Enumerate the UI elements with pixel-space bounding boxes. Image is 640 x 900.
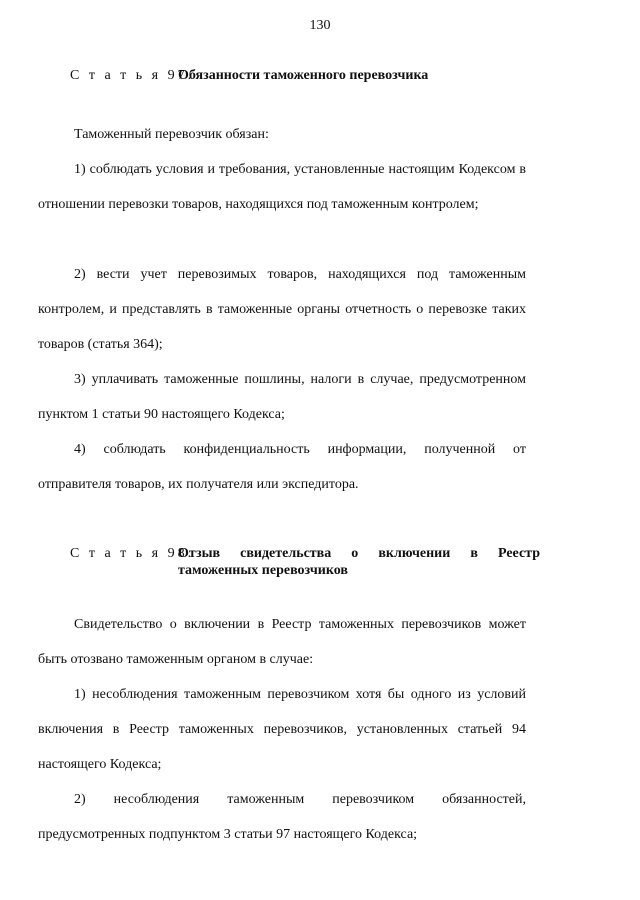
article-97-item-2: 2) вести учет перевозимых товаров, находящихся под таможенным контролем, и представлять в таможенные органы отчетность о перевозке таких товаров (статья 364); <box>38 267 526 352</box>
article-98-heading <box>70 545 540 579</box>
article-97-item-3: 3) уплачивать таможенные пошлины, налоги в случае, предусмотренном пунктом 1 статьи 90 настоящего Кодекса; <box>38 372 526 422</box>
article-97-heading <box>70 67 540 84</box>
article-97-intro: Таможенный перевозчик обязан: <box>74 127 269 142</box>
article-97-label: С т а т ь я 97. <box>70 68 195 83</box>
article-97-item-4: 4) соблюдать конфиденциальность информации, полученной от отправителя товаров, их получателя или экспедитора. <box>38 442 526 492</box>
article-98-intro: Свидетельство о включении в Реестр таможенных перевозчиков может быть отозвано таможенным органом в случае: <box>38 617 526 667</box>
page-number: 130 <box>309 18 331 33</box>
article-98-label: С т а т ь я 98. <box>70 546 195 561</box>
article-98-item-2: 2) несоблюдения таможенным перевозчиком обязанностей, предусмотренных подпунктом 3 статьи 97 настоящего Кодекса; <box>38 792 526 842</box>
article-98-item-1: 1) несоблюдения таможенным перевозчиком хотя бы одного из условий включения в Реестр таможенных перевозчиков, установленных статьей 94 настоящего Кодекса; <box>38 687 526 772</box>
article-97-title: Обязанности таможенного перевозчика <box>178 68 429 83</box>
article-97-item-1: 1) соблюдать условия и требования, установленные настоящим Кодексом в отношении перевозки товаров, находящихся под таможенным контролем; <box>38 162 526 212</box>
article-98-title: Отзыв свидетельства о включении в Реестр таможенных перевозчиков <box>178 546 540 578</box>
